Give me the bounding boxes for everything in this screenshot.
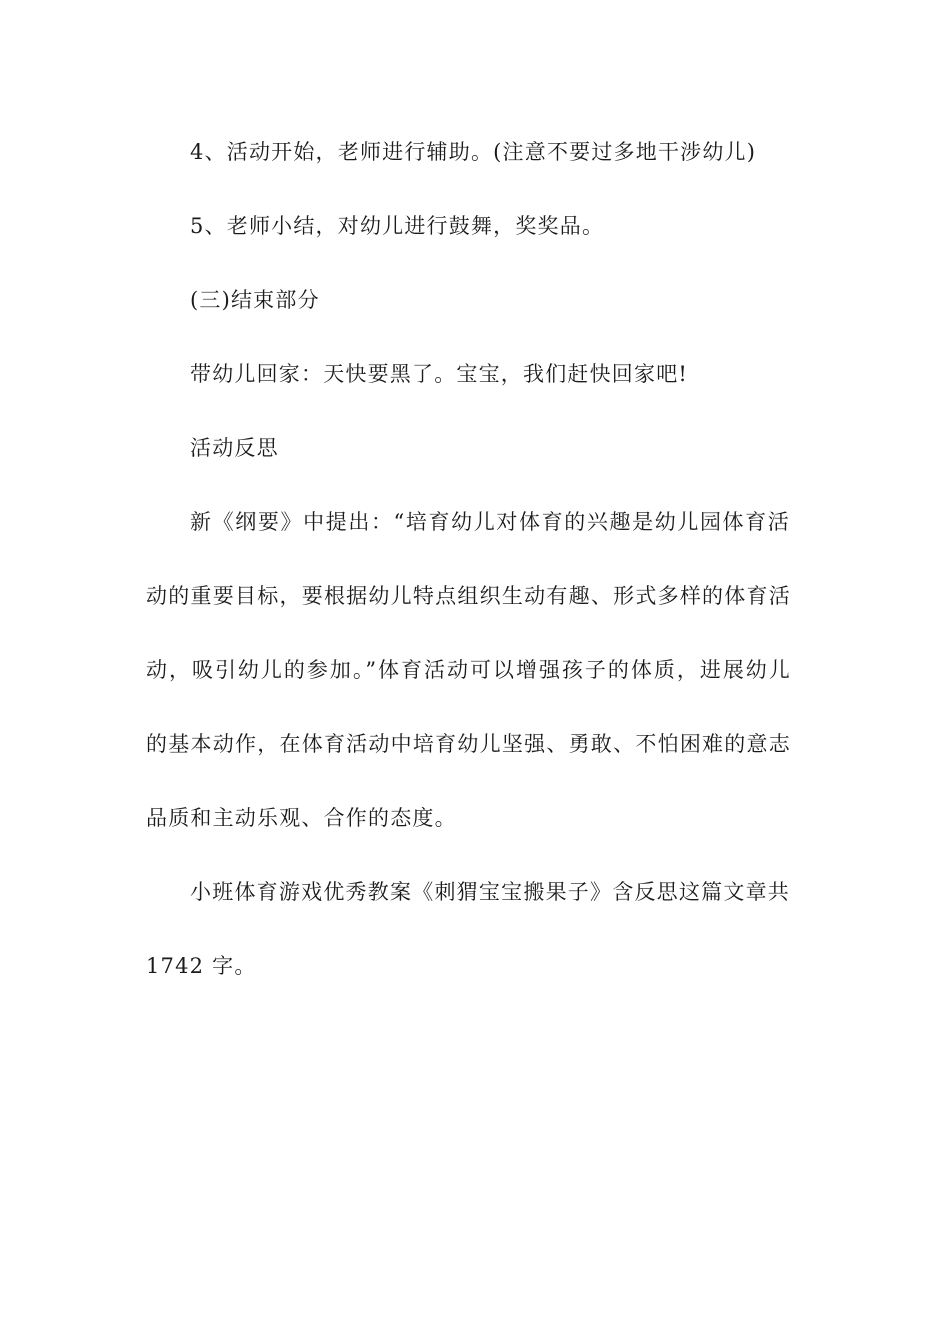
paragraph-step-4: 4、活动开始，老师进行辅助。(注意不要过多地干涉幼儿)	[190, 140, 757, 164]
reflection-line-2: 动的重要目标，要根据幼儿特点组织生动有趣、形式多样的体育活	[146, 584, 791, 608]
summary-line-2: 1742 字。	[146, 954, 257, 978]
paragraph-go-home: 带幼儿回家：天快要黑了。宝宝，我们赶快回家吧!	[190, 362, 689, 386]
reflection-line-1: 新《纲要》中提出：“培育幼儿对体育的兴趣是幼儿园体育活	[190, 510, 790, 534]
paragraph-step-5: 5、老师小结，对幼儿进行鼓舞，奖奖品。	[190, 214, 605, 238]
reflection-line-4: 的基本动作，在体育活动中培育幼儿坚强、勇敢、不怕困难的意志	[146, 732, 791, 756]
reflection-line-3: 动，吸引幼儿的参加。”体育活动可以增强孩子的体质，进展幼儿	[146, 658, 791, 682]
reflection-line-5: 品质和主动乐观、合作的态度。	[146, 806, 457, 830]
section-heading-ending: (三)结束部分	[190, 288, 320, 312]
section-heading-reflection: 活动反思	[190, 436, 279, 460]
summary-line-1: 小班体育游戏优秀教案《刺猬宝宝搬果子》含反思这篇文章共	[190, 880, 790, 904]
